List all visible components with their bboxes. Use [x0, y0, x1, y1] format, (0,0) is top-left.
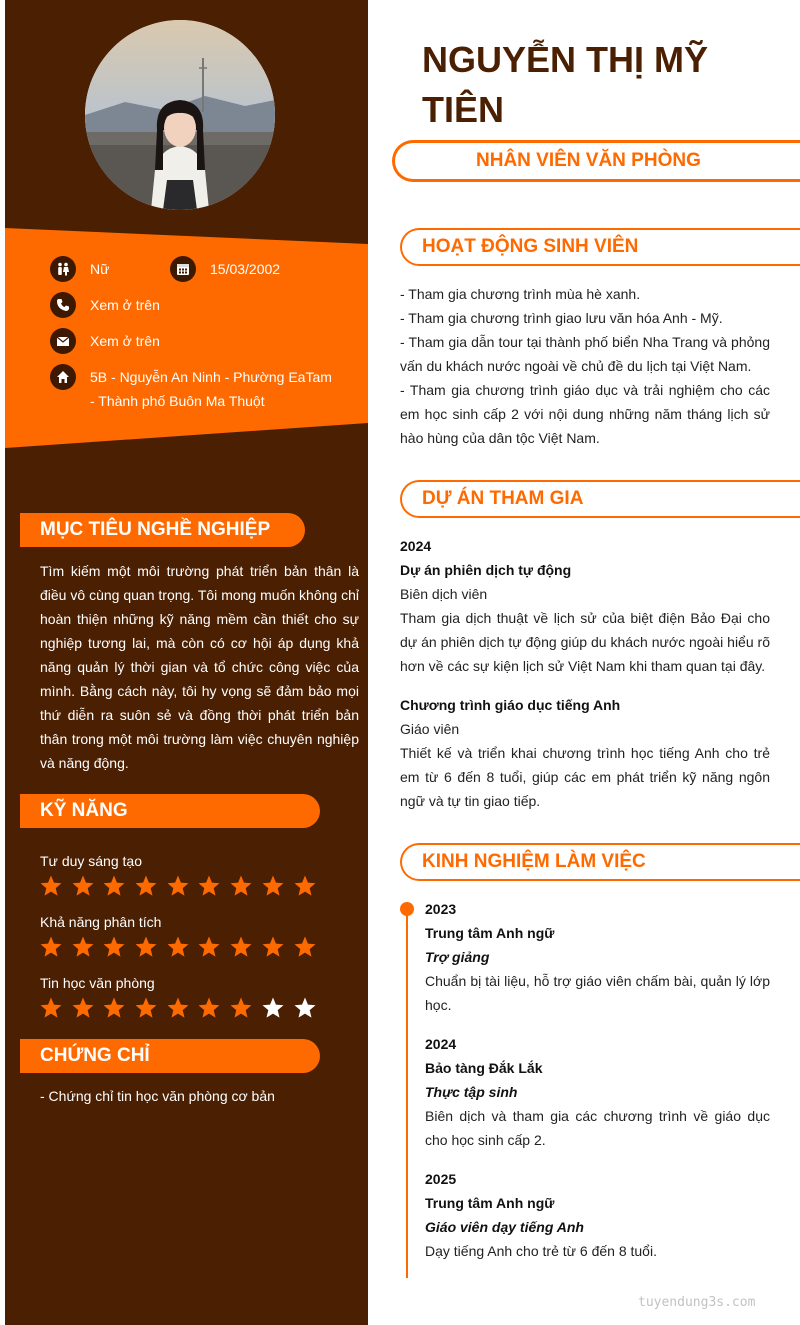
star-icon [261, 996, 285, 1020]
activity-item: - Tham gia dẫn tour tại thành phố biển Nha Trang và phỏng vấn du khách nước ngoài về chủ đề du lịch tại Việt Nam. [400, 334, 770, 374]
projects-heading: DỰ ÁN THAM GIA [422, 488, 584, 509]
timeline-dot [400, 902, 414, 916]
star-icon [229, 996, 253, 1020]
project-role: Giáo viên [400, 721, 460, 737]
star-icon [71, 874, 95, 898]
experience-year: 2025 [425, 1171, 457, 1187]
activity-item: - Tham gia chương trình mùa hè xanh. [400, 286, 641, 302]
skill-name: Tư duy sáng tạo [40, 853, 142, 869]
project-year: 2024 [400, 538, 432, 554]
certificates-heading: CHỨNG CHỈ [20, 1039, 320, 1073]
email-value: Xem ở trên [90, 333, 160, 349]
experience-desc: Chuẩn bị tài liệu, hỗ trợ giáo viên chấm bài, quản lý lớp học. [425, 973, 770, 1013]
contact-address [50, 365, 350, 413]
star-icon [261, 874, 285, 898]
objective-text: Tìm kiếm một môi trường phát triển bản thân là điều vô cùng quan trọng. Tôi mong muốn không chỉ hoàn thiện những kỹ năng mềm cần thiết cho sự nghiệp tương lai, mà còn có cơ hội áp dụng khả năng quản lý thời gian và tổ chức công việc của mình. Bằng cách này, tôi hy vọng sẽ đảm bảo mọi thứ diễn ra suôn sẻ và đồng thời phát triển bản thân trong một môi trường làm việc chuyên nghiệp và năng động. [40, 563, 359, 771]
star-icon [102, 935, 126, 959]
job-title: NHÂN VIÊN VĂN PHÒNG [476, 150, 701, 171]
star-icon [166, 996, 190, 1020]
star-icon [39, 874, 63, 898]
project-name: Dự án phiên dịch tự động [400, 562, 572, 578]
experience-year: 2023 [425, 901, 457, 917]
experience-entry [425, 897, 770, 1017]
star-icon [102, 996, 126, 1020]
contact-phone [50, 293, 160, 318]
contact-gender [50, 257, 109, 282]
star-icon [134, 996, 158, 1020]
contact-email [50, 329, 160, 354]
star-icon [261, 935, 285, 959]
star-icon [166, 874, 190, 898]
star-icon [293, 935, 317, 959]
star-icon [39, 935, 63, 959]
birthday-value: 15/03/2002 [210, 261, 281, 277]
profile-photo [85, 20, 275, 210]
skill-rating [39, 996, 324, 1020]
experience-company: Trung tâm Anh ngữ [425, 1195, 555, 1211]
star-icon [229, 935, 253, 959]
project-name: Chương trình giáo dục tiếng Anh [400, 697, 621, 713]
skill-rating [39, 935, 324, 959]
star-icon [102, 874, 126, 898]
mail-icon [50, 328, 76, 354]
timeline-line [406, 906, 408, 1278]
watermark: tuyendung3s.com [638, 1295, 756, 1310]
star-icon [197, 996, 221, 1020]
star-icon [197, 874, 221, 898]
skills-heading: KỸ NĂNG [20, 794, 320, 828]
objective-heading: MỤC TIÊU NGHỀ NGHIỆP [20, 513, 305, 547]
star-icon [71, 935, 95, 959]
contact-birthday [170, 257, 280, 282]
phone-icon [50, 292, 76, 318]
star-icon [71, 996, 95, 1020]
star-icon [293, 874, 317, 898]
experience-company: Bảo tàng Đắk Lắk [425, 1060, 543, 1076]
activities-list [400, 282, 770, 450]
experience-entry [425, 1167, 770, 1263]
skill-name: Tin học văn phòng [40, 975, 155, 991]
address-value: 5B - Nguyễn An Ninh - Phường EaTam - Thành phố Buôn Ma Thuột [90, 369, 332, 409]
experience-position: Thực tập sinh [425, 1084, 518, 1100]
experience-heading: KINH NGHIỆM LÀM VIỆC [422, 851, 646, 872]
gender-icon [50, 256, 76, 282]
project-desc: Tham gia dịch thuật về lịch sử của biệt điện Bảo Đại cho dự án phiên dịch tự động giúp du khách nước ngoài hiểu rõ hơn về các sự kiện lịch sử Việt Nam khi tham quan tại đây. [400, 610, 770, 674]
star-icon [134, 935, 158, 959]
experience-position: Trợ giảng [425, 949, 490, 965]
left-sidebar [5, 0, 368, 1325]
skill-name: Khả năng phân tích [40, 914, 162, 930]
star-icon [134, 874, 158, 898]
calendar-icon [170, 256, 196, 282]
experience-desc: Dạy tiếng Anh cho trẻ từ 6 đến 8 tuổi. [425, 1243, 657, 1259]
phone-value: Xem ở trên [90, 297, 160, 313]
activity-item: - Tham gia chương trình giao lưu văn hóa Anh - Mỹ. [400, 310, 723, 326]
gender-value: Nữ [90, 261, 110, 277]
star-icon [197, 935, 221, 959]
project-role: Biên dịch viên [400, 586, 488, 602]
experience-desc: Biên dịch và tham gia các chương trình về giáo dục cho học sinh cấp 2. [425, 1108, 770, 1148]
experience-position: Giáo viên dạy tiếng Anh [425, 1219, 584, 1235]
certificate-item: - Chứng chỉ tin học văn phòng cơ bản [40, 1088, 275, 1104]
activities-heading: HOẠT ĐỘNG SINH VIÊN [422, 236, 639, 257]
experience-year: 2024 [425, 1036, 457, 1052]
star-icon [166, 935, 190, 959]
candidate-name: NGUYỄN THỊ MỸ TIÊN [422, 39, 709, 130]
home-icon [50, 364, 76, 390]
star-icon [293, 996, 317, 1020]
project-desc: Thiết kế và triển khai chương trình học tiếng Anh cho trẻ em từ 6 đến 8 tuổi, giúp các em phát triển kỹ năng ngôn ngữ và tự tin giao tiếp. [400, 745, 770, 809]
experience-company: Trung tâm Anh ngữ [425, 925, 555, 941]
activity-item: - Tham gia chương trình giáo dục và trải nghiệm cho các em học sinh cấp 2 với nội dung những năm tháng lịch sử hào hùng của dân tộc Việt Nam. [400, 382, 770, 446]
projects-list [400, 534, 770, 813]
skill-rating [39, 874, 324, 898]
star-icon [39, 996, 63, 1020]
experience-entry [425, 1032, 770, 1152]
star-icon [229, 874, 253, 898]
